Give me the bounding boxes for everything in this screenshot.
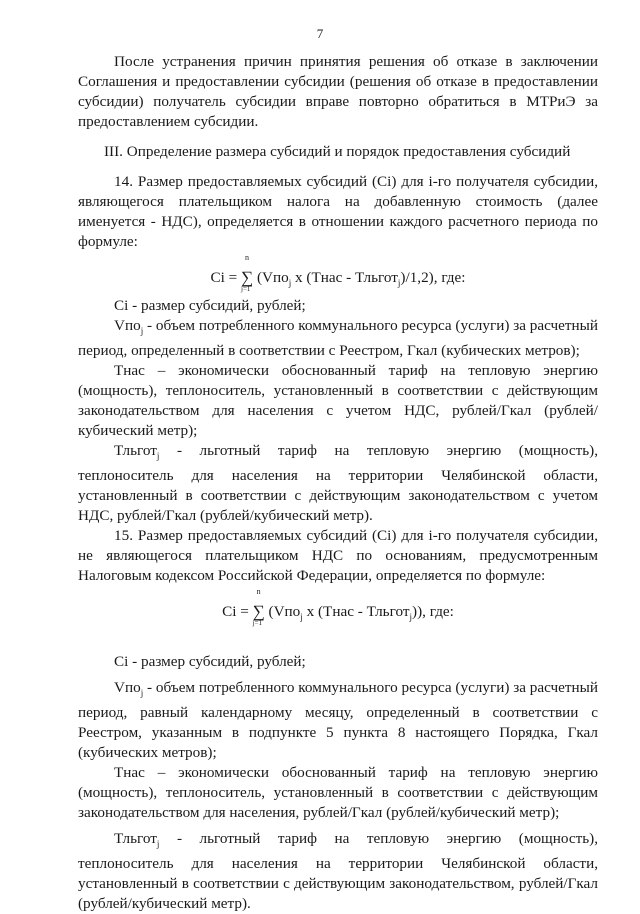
page-number: 7 bbox=[316, 26, 324, 41]
definition-tlg-2: Тльгот$_j$ - льготный тариф на тепловую энергию (мощность), теплоноситель для населения на территории Челябинской области, установленный в соответствии с действующим законодательством, рублей/Гкал (рублей/кубический метр). bbox=[78, 830, 598, 913]
definition-vpo-2: Vпо$_j$ - объем потребленного коммунального ресурса (услуги) за расчетный период, равный календарному месяцу, определенный в соответствии с Реестром, указанным в подпункте 5 пункта 8 настоящего Порядка, Гкал (кубических метров); bbox=[78, 679, 598, 762]
paragraph-14: 14. Размер предоставляемых субсидий (Ci) для i-го получателя субсидии, являющегося плательщиком налога на добавленную стоимость (далее именуется - НДС), определяется в отношении каждого расчетного периода по формуле: bbox=[78, 173, 598, 250]
formula-1: Ci = ∑ n j=1 (Vпо$_j$ x (Тнас - Тльгот$_j$)/1,2), где: bbox=[210, 253, 466, 293]
definition-ci-2: Ci - размер субсидий, рублей; bbox=[114, 653, 306, 671]
sum-sign: ∑ n j=1 bbox=[252, 587, 265, 628]
definition-tnas-1: Тнас – экономически обоснованный тариф на тепловую энергию (мощность), теплоноситель, установленный в соответствии с действующим законодательством для населения с учетом НДС, рублей/Гкал (рублей/кубический метр); bbox=[78, 362, 598, 440]
definition-vpo-1: Vпо$_j$ - объем потребленного коммунального ресурса (услуги) за расчетный период, определенный в соответствии с Реестром, Гкал (кубических метров); bbox=[78, 317, 598, 360]
document-body bbox=[78, 52, 598, 914]
formula-2: Ci = ∑ n j=1 (Vпо$_j$ x (Тнас - Тльгот$_j$)), где: bbox=[222, 587, 454, 628]
definition-tnas-2: Тнас – экономически обоснованный тариф на тепловую энергию (мощность), теплоноситель, установленный в соответствии с действующим законодательством для населения, рублей/Гкал (рублей/кубический метр); bbox=[78, 764, 598, 822]
paragraph-resubmission: После устранения причин принятия решения об отказе в заключении Соглашения и предоставлении субсидии (решения об отказе в предоставлении субсидии) получатель субсидии вправе повторно обратиться в МТРиЭ за предоставлением субсидии. bbox=[78, 53, 598, 130]
section-heading: III. Определение размера субсидий и порядок предоставления субсидий bbox=[104, 143, 571, 160]
sum-sign: ∑ n j=1 bbox=[241, 253, 254, 293]
paragraph-15: 15. Размер предоставляемых субсидий (Ci) для i-го получателя субсидии, не являющегося плательщиком НДС по основаниям, предусмотренным Налоговым кодексом Российской Федерации, определяется по формуле: bbox=[78, 527, 598, 585]
definition-ci-1: Ci - размер субсидий, рублей; bbox=[114, 297, 306, 314]
definition-tlg-1: Тльгот$_j$ - льготный тариф на тепловую энергию (мощность), теплоноситель для населения на территории Челябинской области, установленный в соответствии с действующим законодательством с учетом НДС, рублей/Гкал (рублей/кубический метр). bbox=[78, 442, 598, 525]
